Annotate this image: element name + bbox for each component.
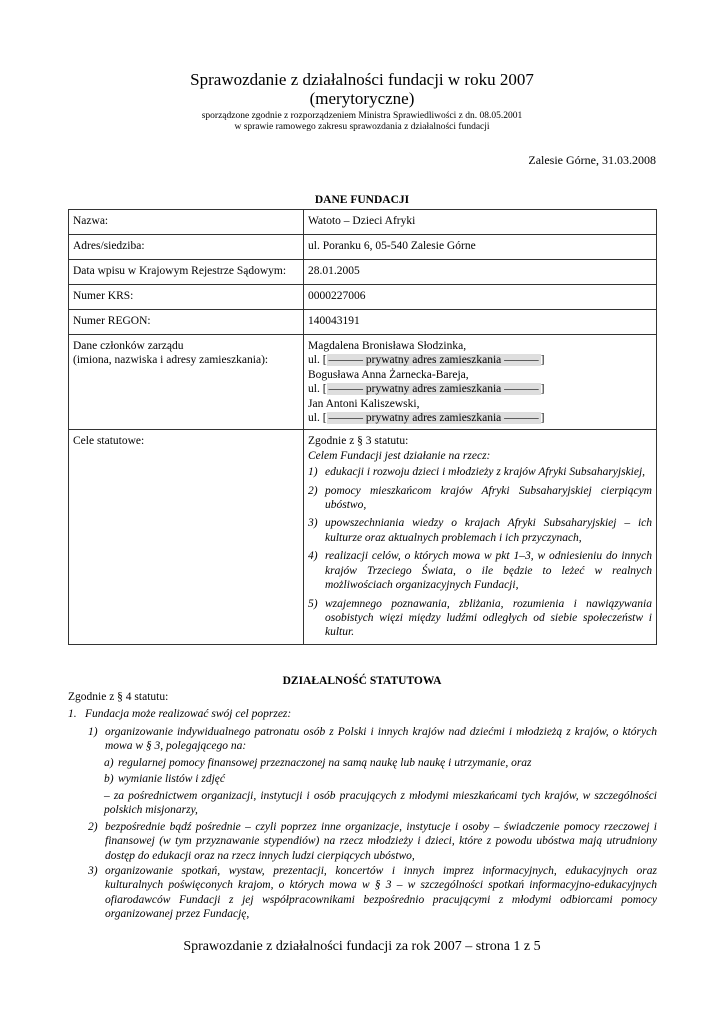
table-row (69, 285, 657, 310)
list-letter: a) (104, 757, 114, 769)
goals-list (308, 465, 652, 639)
list-item (308, 597, 652, 640)
list-text: edukacji i rozwoju dzieci i młodzieży z krajów Afryki Subsaharyjskiej, (325, 466, 646, 479)
list-number: 1) (88, 726, 98, 738)
list-text: regularnej pomocy finansowej przeznaczonej na samą naukę lub naukę i utrzymanie, oraz (118, 757, 532, 769)
table-row-board (69, 335, 657, 430)
row-label: Numer KRS: (69, 285, 304, 310)
address-suffix: ] (540, 412, 545, 425)
board-members-cell (304, 335, 657, 430)
list-text: realizacji celów, o których mowa w pkt 1–3, w odniesieniu do innych krajów Trzeciego Świata, o ile będzie to leżeć w realnych możliwościach organizacyjnych Fundacji, (325, 550, 652, 592)
row-value: Watoto – Dzieci Afryki (304, 210, 657, 235)
table-row (69, 310, 657, 335)
row-value: 28.01.2005 (304, 260, 657, 285)
board-member-address (308, 382, 652, 396)
board-member-name: Jan Antoni Kaliszewski, (308, 397, 420, 410)
row-label: Adres/siedziba: (69, 235, 304, 260)
section-heading-dzialalnosc: DZIAŁALNOŚĆ STATUTOWA (282, 675, 442, 687)
list-text: bezpośrednie bądź pośrednie – czyli poprzez inne organizacje, instytucje i osoby – świadczenie pomocy rzeczowej i finansowej (w tym przyznawanie stypendiów) na rzecz młodzieży i dzieci, które z powodu ubóstwa mają utrudniony dostęp do edukacji oraz na rzecz innych ludzi cierpiących ubóstwo, (105, 821, 657, 862)
list-number: 3) (308, 517, 318, 530)
list-number: 4) (308, 550, 318, 563)
list-text: organizowanie indywidualnego patronatu osób z Polski i innych krajów nad dziećmi i młodzieżą z krajów, o których mowa w § 3, polegającego na: (105, 726, 657, 753)
table-row (69, 260, 657, 285)
goals-intro-italic: Celem Fundacji jest działanie na rzecz: (308, 449, 491, 462)
activity-item-3 (88, 864, 657, 922)
list-text: wymianie listów i zdjęć (118, 773, 226, 785)
place-and-date: Zalesie Górne, 31.03.2008 (528, 153, 656, 167)
board-member-name: Magdalena Bronisława Słodzinka, (308, 340, 467, 352)
paragraph-number: 1. (68, 708, 77, 720)
report-title-type: (merytoryczne) (309, 89, 415, 108)
table-row-goals (69, 430, 657, 644)
foundation-data-table (68, 209, 657, 645)
statute-intro: Zgodnie z § 4 statutu: (68, 691, 169, 703)
row-label: Nazwa: (69, 210, 304, 235)
list-number: 2) (88, 821, 98, 833)
paragraph-text: Fundacja może realizować swój cel poprzez: (85, 708, 292, 720)
list-item (308, 465, 652, 479)
address-prefix: ul. [ (308, 354, 327, 367)
redacted-address: ——— prywatny adres zamieszkania ——— (328, 354, 539, 367)
table-row (69, 210, 657, 235)
address-prefix: ul. [ (308, 383, 327, 396)
list-letter: b) (104, 773, 114, 785)
table-row (69, 235, 657, 260)
board-label-detail: (imiona, nazwiska i adresy zamieszkania): (73, 354, 269, 367)
goals-label: Cele statutowe: (69, 430, 304, 644)
redacted-address: ——— prywatny adres zamieszkania ——— (328, 383, 539, 396)
report-legal-basis-scope: w sprawie ramowego zakresu sprawozdania z działalności fundacji (234, 122, 490, 132)
list-number: 3) (88, 865, 98, 877)
activity-dash-note: – za pośrednictwem organizacji, instytucji i osób pracujących z młodymi mieszkańcami tych krajów, w szczególności polskich misjonarzy, (104, 790, 657, 817)
section-heading-dane: DANE FUNDACJI (314, 194, 410, 206)
board-member-address (308, 353, 652, 367)
row-value: 0000227006 (304, 285, 657, 310)
row-value: ul. Poranku 6, 05-540 Zalesie Górne (304, 235, 657, 260)
board-member-address (308, 411, 652, 425)
list-number: 1) (308, 466, 318, 479)
row-value: 140043191 (304, 310, 657, 335)
address-suffix: ] (540, 383, 545, 396)
list-text: upowszechniania wiedzy o krajach Afryki Subsaharyjskiej – ich kulturze oraz aktualnych problemach i ich przyczynach, (325, 517, 652, 544)
goals-intro: Zgodnie z § 3 statutu: (308, 435, 409, 448)
list-number: 5) (308, 597, 318, 610)
row-label: Data wpisu w Krajowym Rejestrze Sądowym: (69, 260, 304, 285)
address-suffix: ] (540, 354, 545, 367)
board-member-name: Bogusława Anna Żarnecka-Bareja, (308, 368, 469, 381)
board-label-cell (69, 335, 304, 430)
row-label: Numer REGON: (69, 310, 304, 335)
list-text: pomocy mieszkańcom krajów Afryki Subsaharyjskiej cierpiącym ubóstwo, (325, 484, 652, 512)
address-prefix: ul. [ (308, 412, 327, 425)
list-text: wzajemnego poznawania, zbliżania, rozumienia i nawiązywania osobistych więzi między ludźmi odległych od siebie społeczeństw i kultur. (325, 597, 652, 639)
activity-item-1 (88, 725, 657, 754)
list-number: 2) (308, 484, 318, 497)
report-title: Sprawozdanie z działalności fundacji w roku 2007 (190, 70, 534, 89)
list-item (308, 516, 652, 545)
report-legal-basis: sporządzone zgodnie z rozporządzeniem Ministra Sprawiedliwości z dn. 08.05.2001 (201, 111, 523, 121)
activity-item-2 (88, 820, 657, 863)
page-footer: Sprawozdanie z działalności fundacji za rok 2007 – strona 1 z 5 (183, 939, 541, 954)
list-item (308, 484, 652, 513)
list-text: organizowanie spotkań, wystaw, prezentacji, koncertów i innych imprez informacyjnych, edukacyjnych oraz kulturalnych poświęconych krajom, o których mowa w § 3 – w szczególności spotkań informacyjno-edukacyjnych ofiarodawców Fundacji z jej współpracownikami bezpośrednio pracującymi z młodymi odbiorcami pomocy organizowanej przez Fundację, (105, 865, 657, 921)
redacted-address: ——— prywatny adres zamieszkania ——— (328, 412, 539, 425)
board-label: Dane członków zarządu (73, 340, 184, 352)
goals-cell (304, 430, 657, 644)
list-item (308, 549, 652, 592)
